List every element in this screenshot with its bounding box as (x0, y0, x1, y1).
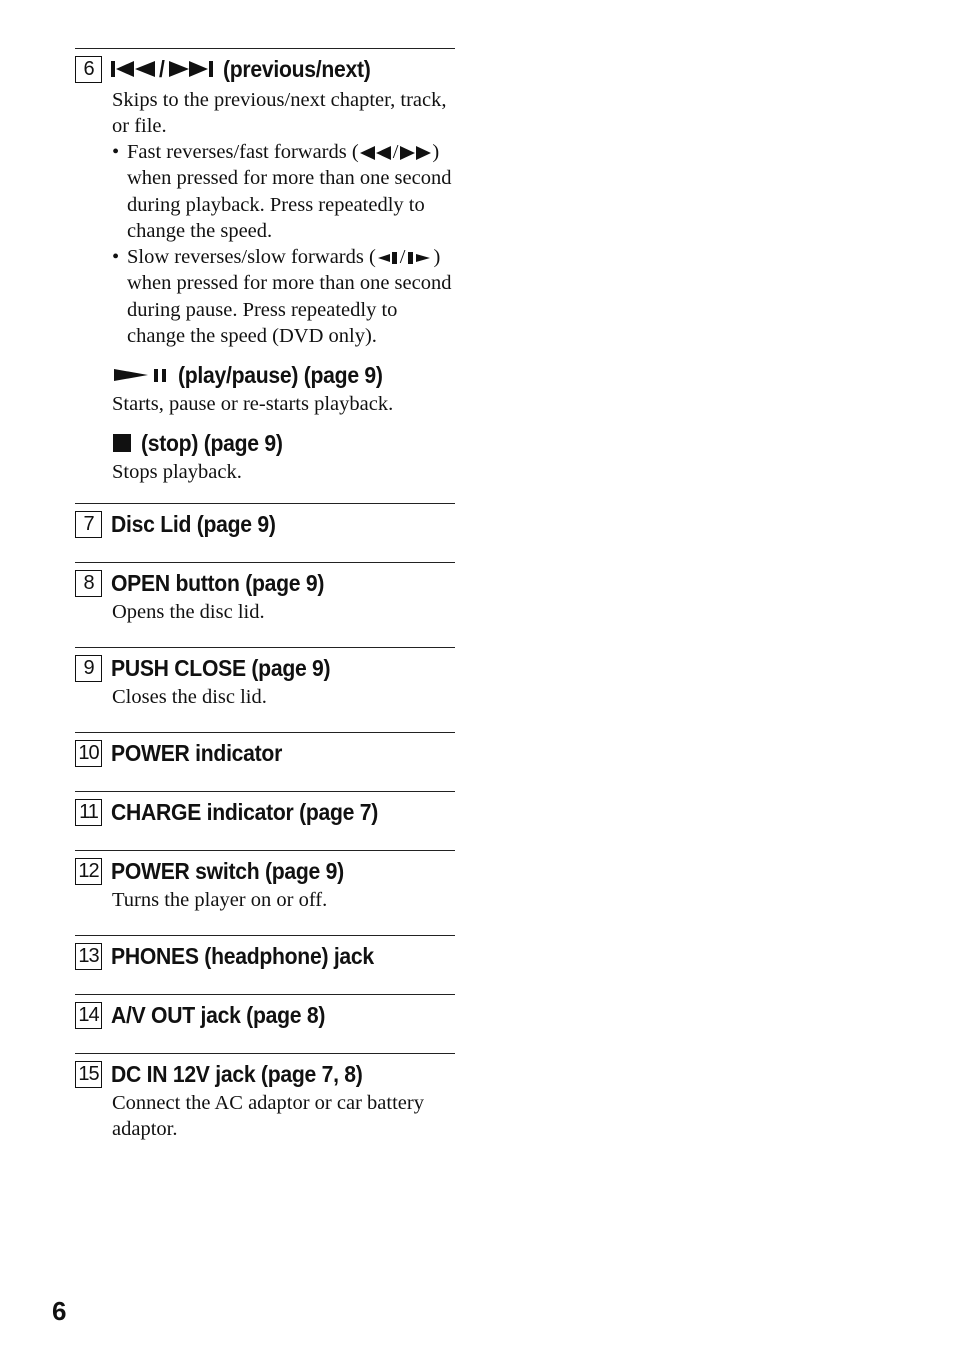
entry-number: 9 (75, 655, 102, 682)
entry-11 (75, 791, 455, 850)
entry-10 (75, 732, 455, 791)
slow-reverse-icon (376, 250, 400, 266)
entry-title: DC IN 12V jack (page 7, 8) (111, 1060, 363, 1087)
entry-14 (75, 994, 455, 1053)
entry-description: Connect the AC adaptor or car battery adaptor. (112, 1092, 424, 1141)
slash-separator: / (159, 55, 165, 82)
entry-number: 8 (75, 570, 102, 597)
stop-icon (112, 433, 132, 453)
play-pause-icon (112, 366, 172, 384)
entry-9 (75, 647, 455, 732)
subsection-title: (stop) (page 9) (141, 429, 283, 456)
entry-11-heading (75, 796, 455, 828)
entry-description: Opens the disc lid. (112, 601, 265, 624)
entry-number: 7 (75, 511, 102, 538)
next-icon (167, 60, 215, 78)
stop-subsection (112, 427, 455, 503)
entry-7-heading (75, 508, 455, 540)
entry-title: PHONES (headphone) jack (111, 942, 374, 969)
entry-6 (75, 48, 455, 503)
entry-description: Turns the player on or off. (112, 889, 328, 912)
controls-list (75, 48, 455, 1142)
fast-reverse-icon (359, 145, 393, 161)
entry-9-heading (75, 652, 455, 684)
entry-number: 12 (75, 858, 102, 885)
entry-12-heading (75, 855, 455, 887)
previous-icon (111, 60, 157, 78)
entry-title: POWER indicator (111, 739, 283, 766)
entry-13-heading (75, 940, 455, 972)
entry-14-heading (75, 999, 455, 1031)
entry-15-heading (75, 1058, 455, 1090)
entry-number: 11 (75, 799, 102, 826)
play-pause-subsection (112, 359, 455, 417)
entry-8 (75, 562, 455, 647)
entry-title: POWER switch (page 9) (111, 857, 344, 884)
entry-title: PUSH CLOSE (page 9) (111, 654, 331, 681)
entry-description: Closes the disc lid. (112, 686, 267, 709)
entry-7 (75, 503, 455, 562)
entry-title: CHARGE indicator (page 7) (111, 798, 379, 825)
subsection-description: Stops playback. (112, 461, 242, 484)
entry-12 (75, 850, 455, 935)
entry-13 (75, 935, 455, 994)
entry-10-heading (75, 737, 455, 769)
entry-title: OPEN button (page 9) (111, 569, 325, 596)
play-pause-heading (112, 359, 455, 391)
entry-15 (75, 1053, 455, 1142)
entry-title: Disc Lid (page 9) (111, 510, 276, 537)
entry-number: 10 (75, 740, 102, 767)
entry-number: 6 (75, 56, 102, 83)
stop-heading (112, 427, 455, 459)
entry-8-heading (75, 567, 455, 599)
entry-number: 15 (75, 1061, 102, 1088)
entry-6-heading (75, 53, 455, 85)
fast-forward-icon (398, 145, 432, 161)
entry-description: Skips to the previous/next chapter, track, or file. (112, 89, 447, 137)
list-item: • Fast reverses/fast forwards ( / ) when pressed for more than one second during playback. Press repeatedly to change the speed. (112, 139, 455, 244)
entry-number: 14 (75, 1002, 102, 1029)
bullet-list (112, 139, 455, 349)
subsection-description: Starts, pause or re-starts playback. (112, 393, 394, 416)
subsection-title: (play/pause) (page 9) (178, 361, 383, 388)
entry-title: A/V OUT jack (page 8) (111, 1001, 326, 1028)
entry-number: 13 (75, 943, 102, 970)
list-item: • Slow reverses/slow forwards ( / ) when pressed for more than one second during pause. Press repeatedly to change the speed (DVD only). (112, 244, 455, 349)
slow-forward-icon (406, 250, 434, 266)
page-number: 6 (52, 1296, 67, 1326)
entry-title: (previous/next) (223, 55, 371, 82)
